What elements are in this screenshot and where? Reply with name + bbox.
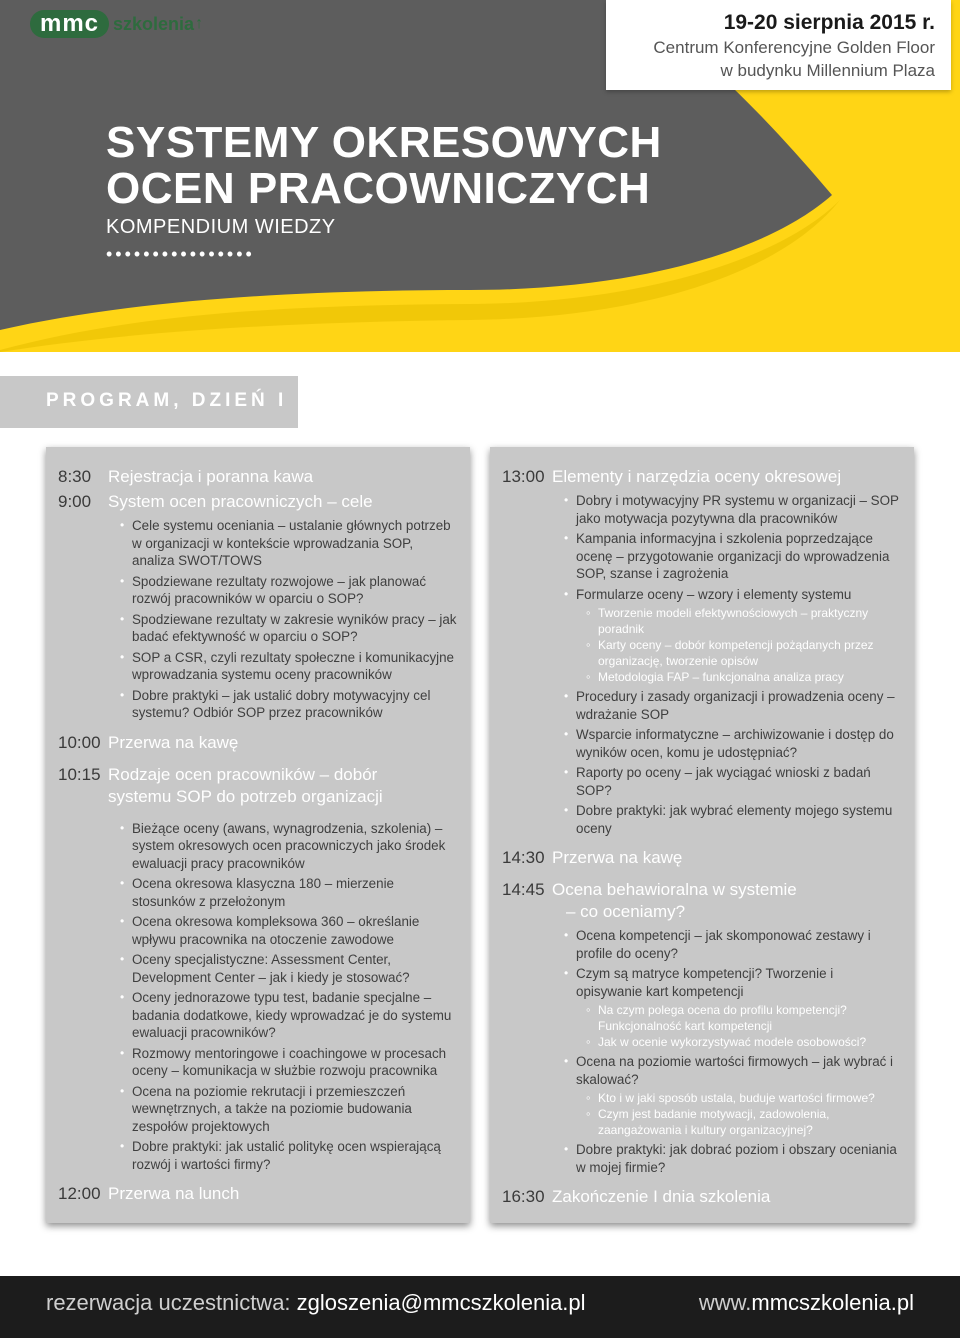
page-subtitle: KOMPENDIUM WIEDZY <box>106 216 336 238</box>
program-tab <box>0 376 298 428</box>
slot-items <box>574 927 902 1176</box>
logo-mmc: mmc <box>30 10 109 38</box>
list-item: • Dobre praktyki: jak ustalić politykę ocen wspierającą rozwój i wartości firmy? <box>130 1138 458 1173</box>
slot-time: 13:00 <box>502 467 545 486</box>
list-item: • SOP a CSR, czyli rezultaty społeczne i komunikacyjne wprowadzania systemu oceny pracowników <box>130 649 458 684</box>
event-date: 19-20 sierpnia 2015 r. <box>723 11 935 34</box>
sub-list <box>598 605 902 685</box>
slot-time: 14:30 <box>502 848 545 867</box>
slot-title: Przerwa na lunch <box>108 1184 240 1203</box>
list-item-text: Wsparcie informatyczne – archiwizowanie i dostęp do wyników ocen, komu je udostępniać? <box>576 727 894 760</box>
list-item: • Oceny specjalistyczne: Assessment Center, Development Center – jak i kiedy je stosować? <box>130 951 458 986</box>
event-venue-line2: w budynku Millennium Plaza <box>720 61 935 80</box>
slot-title: Przerwa na kawę <box>108 732 239 752</box>
list-item <box>574 927 902 962</box>
agenda-slot <box>58 491 458 513</box>
sub-list-item: ◦ Jak w ocenie wykorzystywać modele osobowości? <box>598 1034 902 1050</box>
slot-title-line: Rodzaje ocen pracowników – dobór <box>108 764 378 784</box>
logo <box>30 8 203 40</box>
slot-time: 8:30 <box>58 467 92 486</box>
slot-title: Przerwa na kawę <box>552 848 683 867</box>
footer <box>0 1276 960 1338</box>
list-item-text: Dobre praktyki: jak dobrać poziom i obszary oceniania w mojej firmie? <box>576 1142 897 1175</box>
slot-items <box>130 820 458 1174</box>
slot-title-line: systemu SOP do potrzeb organizacji <box>108 786 383 806</box>
sub-list-item: ◦ Na czym polega ocena do profilu kompetencji? Funkcjonalność kart kompetencji <box>598 1002 902 1034</box>
slot-title <box>108 764 458 808</box>
list-item-text: Raporty po oceny – jak wyciągać wnioski z badań SOP? <box>576 765 871 798</box>
sub-list-item: ◦ Kto i w jaki sposób ustala, buduje wartości firmowe? <box>598 1090 902 1106</box>
slot-time: 10:00 <box>58 732 101 752</box>
event-venue-line1: Centrum Konferencyjne Golden Floor <box>653 38 935 57</box>
list-item-text: Kampania informacyjna i szkolenia poprzedzające ocenę – przygotowanie organizacji do wprowadzenia SOP, szanse i zagrożenia <box>576 531 890 581</box>
slot-items <box>574 492 902 837</box>
agenda-slot <box>58 466 458 488</box>
list-item <box>574 530 902 583</box>
event-info-box <box>606 0 951 90</box>
list-item <box>574 1053 902 1138</box>
website-link[interactable] <box>699 1290 914 1316</box>
slot-items <box>130 517 458 722</box>
header-banner <box>0 0 960 352</box>
sub-list <box>598 1090 902 1138</box>
slot-time: 10:15 <box>58 764 101 784</box>
agenda-slot <box>58 1183 458 1205</box>
slot-title <box>552 879 902 923</box>
list-item: • Cele systemu oceniania – ustalanie głównych potrzeb w organizacji w kontekście wprowadzania SOP, analiza SWOT/TOWS <box>130 517 458 570</box>
list-item <box>574 492 902 527</box>
website-domain: mmcszkolenia.pl <box>751 1290 914 1315</box>
logo-szkolenia: szkolenia <box>113 13 195 34</box>
program-panel-left <box>46 447 470 1223</box>
list-item: • Spodziewane rezultaty w zakresie wyników pracy – jak badać efektywność w oparciu o SOP? <box>130 611 458 646</box>
list-item <box>574 764 902 799</box>
list-item: • Ocena na poziomie rekrutacji i przemieszczeń wewnętrznych, a także na poziomie budowania zespołów projektowych <box>130 1083 458 1136</box>
list-item-text: Ocena na poziomie wartości firmowych – jak wybrać i skalować? <box>576 1054 894 1087</box>
list-item <box>574 688 902 723</box>
list-item-text: Dobry i motywacyjny PR systemu w organizacji – SOP jako motywacja pozytywna dla pracowników <box>576 493 899 526</box>
arrow-up-icon: ↑ <box>195 15 204 32</box>
list-item: • Bieżące oceny (awans, wynagrodzenia, szkolenia) – system okresowych ocen pracowniczych jako środek ewaluacji pracy pracowników <box>130 820 458 873</box>
slot-title: Rejestracja i poranna kawa <box>108 467 314 486</box>
sub-list <box>598 1002 902 1050</box>
slot-title: System ocen pracowniczych – cele <box>108 492 373 511</box>
agenda-slot <box>502 1186 902 1208</box>
list-item-text: Procedury i zasady organizacji i prowadzenia oceny – wdrażanie SOP <box>576 689 895 722</box>
program-tab-label: PROGRAM, DZIEŃ I <box>46 390 288 411</box>
slot-title: Elementy i narzędzia oceny okresowej <box>552 467 842 486</box>
list-item: • Spodziewane rezultaty rozwojowe – jak planować rozwój pracowników w oparciu o SOP? <box>130 573 458 608</box>
list-item <box>574 1141 902 1176</box>
program-panel-right <box>490 447 914 1223</box>
footer-contact <box>46 1290 586 1316</box>
title-line-1: SYSTEMY OKRESOWYCH <box>106 118 662 167</box>
slot-time: 9:00 <box>58 492 92 511</box>
sub-list-item: ◦ Czym jest badanie motywacji, zadowolenia, zaangażowania i kultury organizacyjnej? <box>598 1106 902 1138</box>
slot-time: 16:30 <box>502 1187 545 1206</box>
slot-title-line: Ocena behawioralna w systemie <box>552 880 797 899</box>
list-item <box>574 802 902 837</box>
list-item: • Rozmowy mentoringowe i coachingowe w procesach oceny – komunikacja w służbie rozwoju pracownika <box>130 1045 458 1080</box>
list-item-text: Czym są matryce kompetencji? Tworzenie i opisywanie kart kompetencji <box>576 966 834 999</box>
list-item: • Dobre praktyki – jak ustalić dobry motywacyjny cel systemu? Odbiór SOP przez pracowników <box>130 687 458 722</box>
title-line-2: OCEN PRACOWNICZYCH <box>106 164 651 213</box>
slot-time: 14:45 <box>502 880 545 899</box>
list-item: • Oceny jednorazowe typu test, badanie specjalne – badania dodatkowe, kiedy wprowadzać je do systemu ewaluacji pracowników? <box>130 989 458 1042</box>
list-item <box>574 586 902 686</box>
slot-title: Zakończenie I dnia szkolenia <box>552 1187 771 1206</box>
website-prefix: www. <box>698 1290 752 1315</box>
list-item-text: Dobre praktyki: jak wybrać elementy mojego systemu oceny <box>576 803 893 836</box>
list-item: • Ocena okresowa klasyczna 180 – mierzenie stosunków z przełożonym <box>130 875 458 910</box>
slot-title-line: – co oceniamy? <box>566 902 686 921</box>
sub-list-item: ◦ Tworzenie modeli efektywnościowych – praktyczny poradnik <box>598 605 902 637</box>
list-item-text: Formularze oceny – wzory i elementy systemu <box>576 586 852 602</box>
agenda-slot <box>502 847 902 869</box>
agenda-slot <box>502 879 902 923</box>
agenda-slot <box>502 466 902 488</box>
list-item-text: Ocena kompetencji – jak skomponować zestawy i profile do oceny? <box>576 928 871 961</box>
sub-list-item: ◦ Karty oceny – dobór kompetencji pożądanych przez organizację, tworzenie opisów <box>598 637 902 669</box>
list-item <box>574 726 902 761</box>
sub-list-item: ◦ Metodologia FAP – funkcjonalna analiza pracy <box>598 669 902 685</box>
footer-label: rezerwacja uczestnictwa: <box>46 1290 297 1315</box>
list-item: • Ocena okresowa kompleksowa 360 – określanie wpływu pracownika na otoczenie zawodowe <box>130 913 458 948</box>
list-item <box>574 965 902 1050</box>
agenda-slot <box>58 732 458 754</box>
page-title <box>106 120 662 263</box>
slot-time: 12:00 <box>58 1184 101 1203</box>
agenda-slot <box>58 764 458 808</box>
dots-divider: •••••••••••••••• <box>106 244 255 264</box>
email-link[interactable]: zgloszenia@mmcszkolenia.pl <box>296 1290 586 1315</box>
